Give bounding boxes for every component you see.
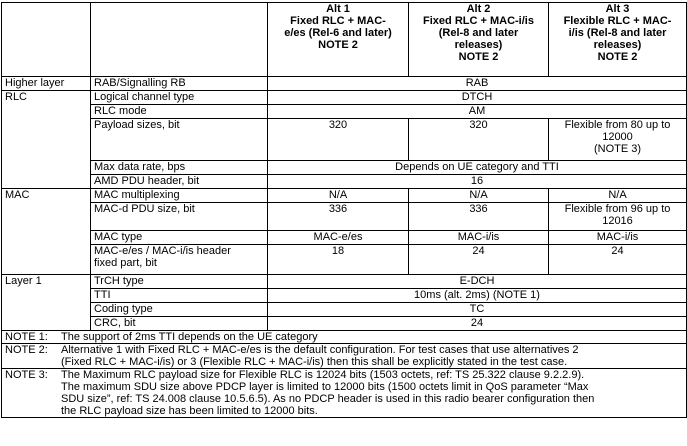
cell-value: AM (268, 105, 687, 119)
header-empty-param (91, 3, 268, 77)
group-label-rlc: RLC (2, 91, 91, 189)
cell-value: N/A (549, 189, 687, 203)
table-row (2, 91, 687, 105)
table-row (2, 317, 687, 331)
cell-value: DTCH (268, 91, 687, 105)
param-label: Payload sizes, bit (91, 119, 268, 161)
group-label-higher-layer: Higher layer (2, 77, 91, 91)
cell-value: N/A (268, 189, 409, 203)
cell-value: Flexible from 96 up to 12016 (549, 203, 687, 231)
table-row (2, 119, 687, 161)
param-label: CRC, bit (91, 317, 268, 331)
table-row (2, 77, 687, 91)
note-text: SDU size”, ref: TS 24.008 clause 10.5.6.5). As no PDCP header is used in this radio bearer configuration then (61, 393, 595, 405)
cell-value: Depends on UE category and TTI (268, 161, 687, 175)
group-label-layer1: Layer 1 (2, 275, 91, 331)
param-label: RLC mode (91, 105, 268, 119)
cell-value: N/A (409, 189, 549, 203)
note-label: NOTE 3: (5, 369, 48, 381)
param-label: RAB/Signalling RB (91, 77, 268, 91)
note-label: NOTE 1: (5, 331, 48, 343)
cell-value: 320 (268, 119, 409, 161)
cell-value: E-DCH (268, 275, 687, 289)
note-row (2, 369, 687, 418)
table-row (2, 303, 687, 317)
cell-value: RAB (268, 77, 687, 91)
cell-value: TC (268, 303, 687, 317)
table-row (2, 289, 687, 303)
cell-value: MAC-i/is (409, 231, 549, 245)
bearer-configuration-table (1, 2, 687, 418)
param-label: MAC multiplexing (91, 189, 268, 203)
note-row (2, 344, 687, 369)
note-label: NOTE 2: (5, 344, 48, 356)
param-label: MAC type (91, 231, 268, 245)
table-row (2, 189, 687, 203)
note-text: (Fixed RLC + MAC-i/is) or 3 (Flexible RLC + MAC-i/is) then this shall be explicitly stated in the test case. (61, 356, 568, 368)
param-label: TTI (91, 289, 268, 303)
header-alt2: Alt 2 Fixed RLC + MAC-i/is (Rel-8 and later releases) NOTE 2 (409, 3, 549, 77)
header-alt3: Alt 3 Flexible RLC + MAC- i/is (Rel-8 and later releases) NOTE 2 (549, 3, 687, 77)
param-label: Coding type (91, 303, 268, 317)
cell-value: 320 (409, 119, 549, 161)
param-label: AMD PDU header, bit (91, 175, 268, 189)
table-row (2, 161, 687, 175)
param-label: TrCH type (91, 275, 268, 289)
note-text: Alternative 1 with Fixed RLC + MAC-e/es is the default configuration. For test cases that use alternatives 2 (61, 344, 579, 356)
note-text: the RLC payload size has been limited to 12000 bits. (61, 405, 318, 417)
param-label: Logical channel type (91, 91, 268, 105)
header-alt1: Alt 1 Fixed RLC + MAC- e/es (Rel-6 and later) NOTE 2 (268, 3, 409, 77)
cell-value: MAC-i/is (549, 231, 687, 245)
group-label-mac: MAC (2, 189, 91, 275)
table-row (2, 203, 687, 231)
table-row (2, 105, 687, 119)
cell-value: 24 (549, 245, 687, 275)
param-label: MAC-e/es / MAC-i/is header fixed part, bit (91, 245, 268, 275)
cell-value: 24 (409, 245, 549, 275)
param-label: MAC-d PDU size, bit (91, 203, 268, 231)
cell-value: MAC-e/es (268, 231, 409, 245)
table-row (2, 231, 687, 245)
table-row (2, 275, 687, 289)
param-label: Max data rate, bps (91, 161, 268, 175)
note-text: The maximum SDU size above PDCP layer is limited to 12000 bits (1500 octets limit in QoS parameter “Max (61, 381, 589, 393)
note-text: The support of 2ms TTI depends on the UE category (61, 331, 318, 343)
header-empty-group (2, 3, 91, 77)
cell-value: 10ms (alt. 2ms) (NOTE 1) (268, 289, 687, 303)
note-row (2, 331, 687, 344)
cell-value: 336 (268, 203, 409, 231)
cell-value: 336 (409, 203, 549, 231)
cell-value: 16 (268, 175, 687, 189)
table-row (2, 175, 687, 189)
cell-value: 24 (268, 317, 687, 331)
note-text: The Maximum RLC payload size for Flexible RLC is 12024 bits (1503 octets, ref: TS 25.322 clause 9.2.2.9). (61, 369, 585, 381)
cell-value: Flexible from 80 up to 12000 (NOTE 3) (549, 119, 687, 161)
table-row (2, 245, 687, 275)
cell-value: 18 (268, 245, 409, 275)
